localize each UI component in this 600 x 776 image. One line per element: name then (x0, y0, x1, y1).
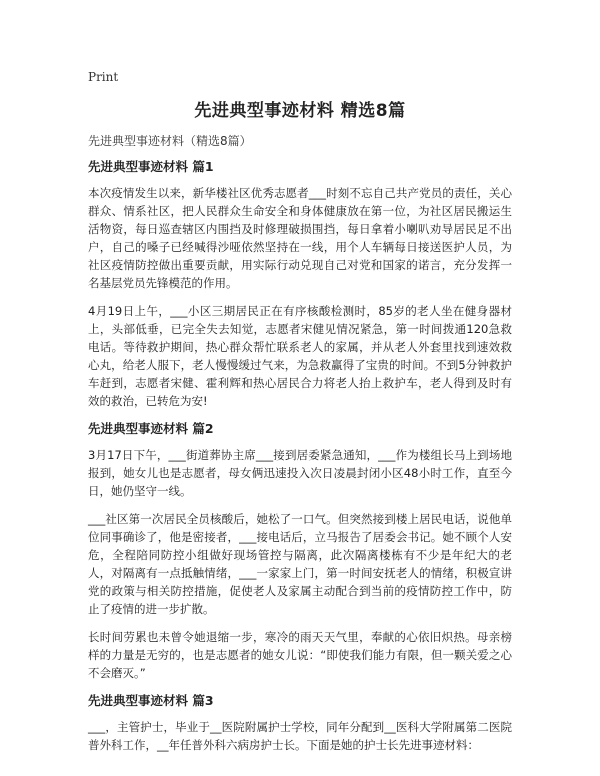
section-heading: 先进典型事迹材料 篇1 (88, 159, 214, 174)
paragraph: 本次疫情发生以来，新华楼社区优秀志愿者___时刻不忘自己共产党员的责任，关心群众、情系社区，把人民群众生命安全和身体健康放在第一位，为社区居民搬运生活物资，每日巡查辖区内围挡及时修理破损围挡，每日拿着小喇叭劝导居民足不出户，自己的嗓子已经喊得沙哑依然坚持在一线，用个人车辆每日接送医护人员，为社区疫情防控做出重要贡献，用实际行动兑现自己对党和国家的诺言，充分发挥一名基层党员先锋模范的作用。 (88, 186, 512, 290)
paragraph: 4月19日上午，___小区三期居民正在有序核酸检测时，85岁的老人坐在健身器材上，头部低垂，已完全失去知觉，志愿者宋健见情况紧急，第一时间拨通120急救电话。等待救护期间，热心群众帮忙联系老人的家属，并从老人外套里找到速效救心丸，给老人服下，老人慢慢缓过气来，为急救赢得了宝贵的时间。不到5分钟救护车赶到，志愿者宋健、霍利辉和热心居民合力将老人抬上救护车，老人得到及时有效的救治，已转危为安! (88, 304, 512, 408)
paragraph: 长时间劳累也未曾令她退缩一步，寒冷的雨天天气里，奉献的心依旧炽热。母亲榜样的力量是无穷的，也是志愿者的她女儿说：“即使我们能力有限，但一颗关爱之心不会磨灭。” (88, 630, 512, 680)
section-2 (88, 420, 512, 682)
paragraph: ___社区第一次居民全员核酸后，她松了一口气。但突然接到楼上居民电话，说他单位同事确诊了，他是密接者，___接电话后，立马报告了居委会书记。她不顾个人安危，全程陪同防控小组做好现场管控与隔离，此次隔离楼栋有不少是年纪大的老人，对隔离有一点抵触情绪，___一家家上门，第一时间安抚老人的情绪，积极宣讲党的政策与相关防控措施，促使老人及家属主动配合到当前的疫情防控工作中，防止了疫情的进一步扩散。 (88, 512, 512, 616)
document-subtitle: 先进典型事迹材料（精选8篇） (88, 134, 252, 148)
section-heading: 先进典型事迹材料 篇3 (88, 693, 214, 708)
section-heading: 先进典型事迹材料 篇2 (88, 421, 214, 436)
paragraph: ___，主管护士，毕业于__医院附属护士学校，同年分配到__医科大学附属第二医院普外科工作，__年任普外科六病房护士长。下面是她的护士长先进事迹材料： (88, 720, 512, 752)
page-title: 先进典型事迹材料 精选8篇 (194, 101, 406, 121)
section-1 (88, 158, 512, 410)
paragraph: 3月17日下午，___街道葬协主席___接到居委紧急通知，___作为楼组长马上到场地报到，她女儿也是志愿者，母女俩迅速投入次日凌晨封闭小区48小时工作，直至今日，她仍坚守一线。 (88, 448, 512, 498)
section-3 (88, 692, 512, 754)
document-body (88, 158, 512, 764)
print-link[interactable]: Print (88, 70, 119, 84)
